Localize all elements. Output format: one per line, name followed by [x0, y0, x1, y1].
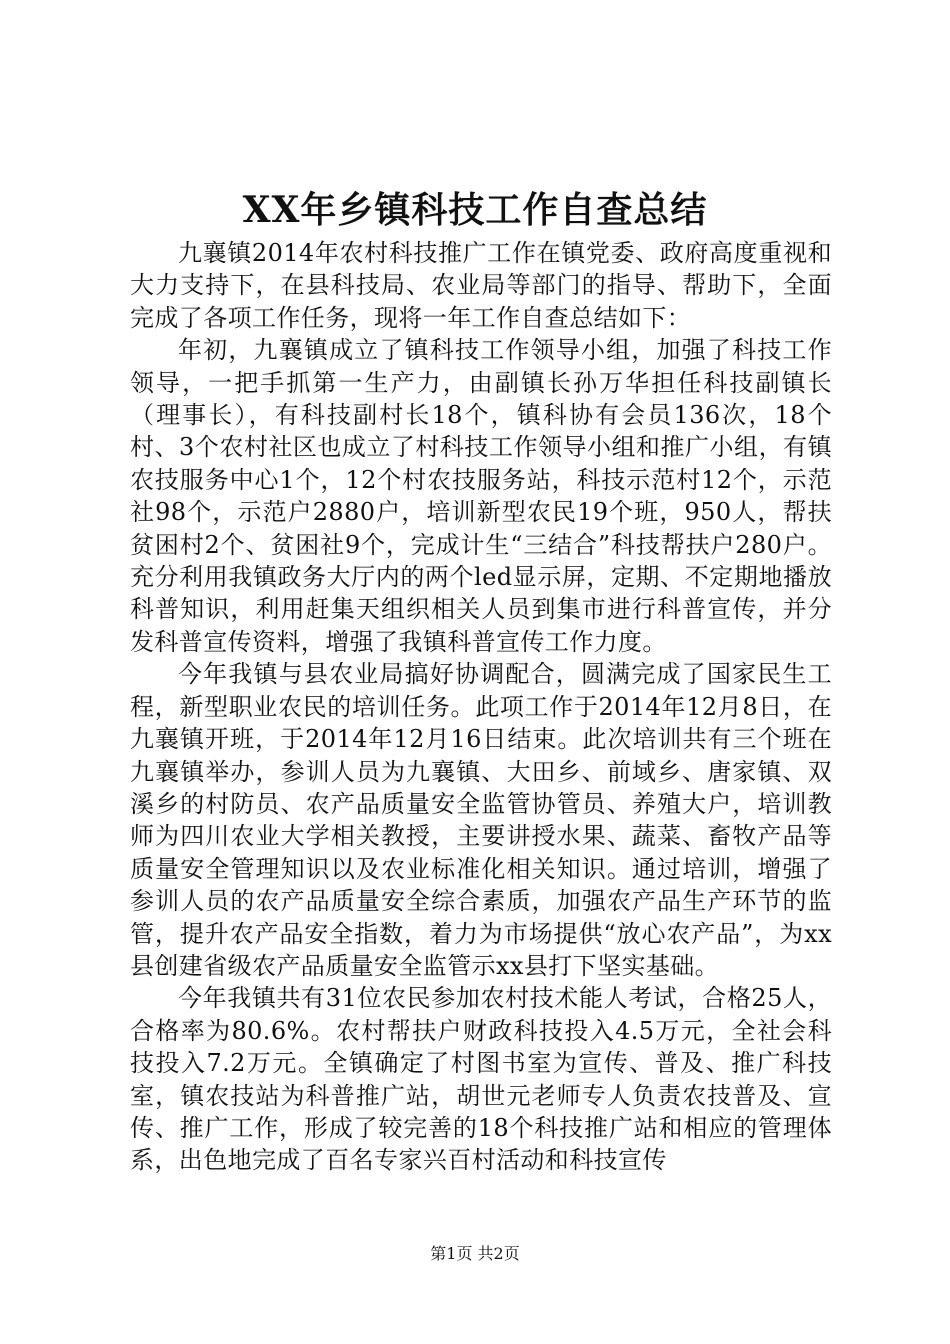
paragraph-intro: 九襄镇2014年农村科技推广工作在镇党委、政府高度重视和大力支持下，在县科技局、农业局等部门的指导、帮助下，全面完成了各项工作任务，现将一年工作自查总结如下： [130, 239, 832, 332]
page-number-footer: 第1页 共2页 [430, 1244, 520, 1263]
document-body [130, 237, 832, 1177]
paragraph-training: 今年我镇与县农业局搞好协调配合，圆满完成了国家民生工程，新型职业农民的培训任务。此项工作于2014年12月8日，在九襄镇开班，于2014年12月16日结束。此次培训共有三个班在九襄镇举办，参训人员为九襄镇、大田乡、前域乡、唐家镇、双溪乡的村防员、农产品质量安全监管协管员、养殖大户，培训教师为四川农业大学相关教授，主要讲授水果、蔬菜、畜牧产品等质量安全管理知识以及农业标准化相关知识。通过培训，增强了参训人员的农产品质量安全综合素质，加强农产品生产环节的监管，提升农产品安全指数，着力为市场提供“放心农产品”，为xx县创建省级农产品质量安全监管示xx县打下坚实基础。 [130, 660, 832, 980]
document-title: XX年乡镇科技工作自查总结 [242, 189, 708, 231]
paragraph-exam: 今年我镇共有31位农民参加农村技术能人考试，合格25人，合格率为80.6%。农村帮扶户财政科技投入4.5万元，全社会科技投入7.2万元。全镇确定了村图书室为宣传、普及、推广科技室，镇农技站为科普推广站，胡世元老师专人负责农技普及、宣传、推广工作，形成了较完善的18个科技推广站和相应的管理体系，出色地完成了百名专家兴百村活动和科技宣传 [130, 984, 832, 1175]
paragraph-organization: 年初，九襄镇成立了镇科技工作领导小组，加强了科技工作领导，一把手抓第一生产力，由副镇长孙万华担任科技副镇长（理事长），有科技副村长18个，镇科协有会员136次，18个村、3个农村社区也成立了村科技工作领导小组和推广小组，有镇农技服务中心1个，12个村农技服务站，科技示范村12个，示范社98个，示范户2880户，培训新型农民19个班，950人，帮扶贫困村2个、贫困社9个，完成计生“三结合”科技帮扶户280户。充分利用我镇政务大厅内的两个led显示屏，定期、不定期地播放科普知识，利用赶集天组织相关人员到集市进行科普宣传，并分发科普宣传资料，增强了我镇科普宣传工作力度。 [130, 336, 832, 656]
